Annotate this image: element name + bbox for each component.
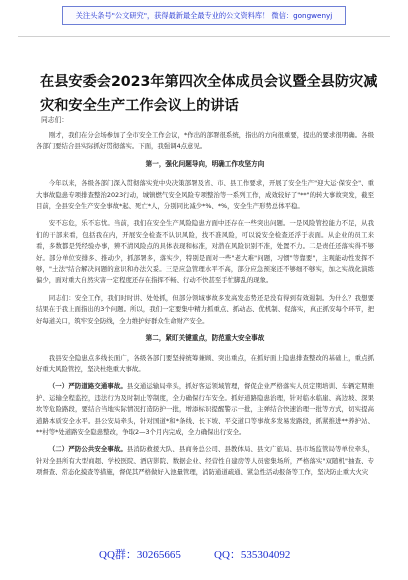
- paragraph-text: 同志们：安全工作，我们时时讲、处处抓，但部分领域事故多发高发态势还是没有得到有效遏制。为什么？我想要结果在于我上面指出的3个问题。所以，我们一定要集中精力抓重点、抓动态、优机制、促落实，真正抓安每个环节，把好每道关口，筑牢安全防线，全力维护好群众生命财产安全。: [36, 293, 374, 325]
- paragraph-text: 我县安全隐患点多线长面广，各级各部门要坚持统筹兼顾、突出重点，在抓好面上隐患排查整改的基础上，重点抓好重大风险管控，坚决杜绝重大事故。: [36, 353, 374, 373]
- greeting: 同志们：: [41, 116, 69, 124]
- paragraph-text: 第二，紧盯关键重点，防范重大安全事故: [145, 334, 265, 343]
- body-paragraph: [36, 130, 374, 153]
- body-paragraph: [36, 293, 374, 327]
- paragraph-text: 第一，强化问题导向，明确工作攻坚方向: [145, 159, 265, 168]
- body-paragraph: [36, 218, 374, 286]
- subsection-heading: （一）严防道路交通事故。: [48, 382, 127, 391]
- paragraph-text: 今年以来，各级各部门深入贯彻落实党中央决策部署及省、市、县工作要求，开展了安全生产"迎大运·保安全"、重大事故隐患专项排查整治2023行动，城镇燃气安全风险专项整治等一系列工作，成效较好了"**"的转大事故突发，截至目前，全县安全生产安全事故*起、死亡*人，分别同比减少*%、*%，安全生产形势总体平稳。: [36, 179, 374, 211]
- body-paragraph: [36, 381, 374, 438]
- subsection-heading: （二）严防公共安全事故。: [48, 445, 127, 454]
- paragraph-text: 县消防救援大队、县商务总公司、县教体局、县文广旅局、县市场监管局等单位牵头，针对全县所有大型商超、学校医院、酒店影院、数据企业、经营性自建房等人员密集场所，严格落实"双随机"抽查、专项督查、常态化摸查等措施，督促其严格做好入池量管理，消防通道疏通、紧急性活动报备等工作，坚决防止重大火灾: [36, 445, 375, 477]
- section-heading: [36, 333, 374, 344]
- paragraph-text: 县交通运输局牵头，抓好客运领域管理，督促企业严格落实人员定期培训、车辆定期维护、运输全程监控，违法行为及时制止等制度，全力确保行车安全。抓好道路隐患治理，针对临水临崖、高边坡、深果坎等危险路段，要结合当地实际情况打造防护一批，增添标识提醒警示一批，主弹结合快速治理一批等方式，切实提高道路本质安全水平。县公安局牵头，针对国道*和*条线、长下坡、平交道口等事故多发易发路段，抓紧推进**养护站、**村等*处道路安全隐患整改，争取2—3个月内完成，全力确保出行安全。: [36, 382, 375, 436]
- footer: [0, 543, 408, 580]
- paragraph-text: 刚才，我们在分会场参加了全市安全工作会议，*作出的部署很系统，指出的方向很重要，提出的要求很明确。各级各部门要结合县实际抓好贯彻落实。下面，我强调4点意见。: [36, 131, 374, 151]
- header-divider: [18, 36, 390, 37]
- qq-contact-label: QQ：535304092: [214, 549, 291, 561]
- promo-banner: 关注头条号"公文研究"，获得最新最全最专业的公文资料库！ 微信：gongwenyj: [62, 6, 346, 25]
- document-title: 在县安委会2023年第四次全体成员会议暨全县防灾减灾和安全生产工作会议上的讲话: [40, 74, 378, 114]
- body-paragraph: [36, 353, 374, 376]
- body-paragraph: [36, 444, 374, 478]
- document-body: [36, 130, 374, 485]
- paragraph-text: 安不忘危，乐不忘忧。当前，我们在安全生产风险隐患方面中还存在一些突出问题。一是风险管控能力不足，从我们的干部来看，包括我在内，开展安全检查不认识风险，找不准风险，可以说安全检查还浮于表面。从企业的员工来看，多数都是凭经验办事，辨不清风险点的具体表现和标准，对潜在风险识别不准，处置不力。二是责任还落实得不够好。部分单位安排多、推动少，抓部署多，落实少，特别是面对一些"老大难"问题，习惯"等靠要"，主观能动性发挥不够，"土法"结合解决问题的意识和办法欠妥。三是应急管理水平不高，部分应急预案还不够细不够实，加之实战化演练偏少，面对重大自然灾害一定程度还存在指挥不畅、行动不快甚至手忙脚乱的现象。: [36, 219, 374, 285]
- section-heading: [36, 159, 374, 170]
- body-paragraph: [36, 178, 374, 212]
- qq-group-label: QQ群：30265665: [99, 549, 181, 561]
